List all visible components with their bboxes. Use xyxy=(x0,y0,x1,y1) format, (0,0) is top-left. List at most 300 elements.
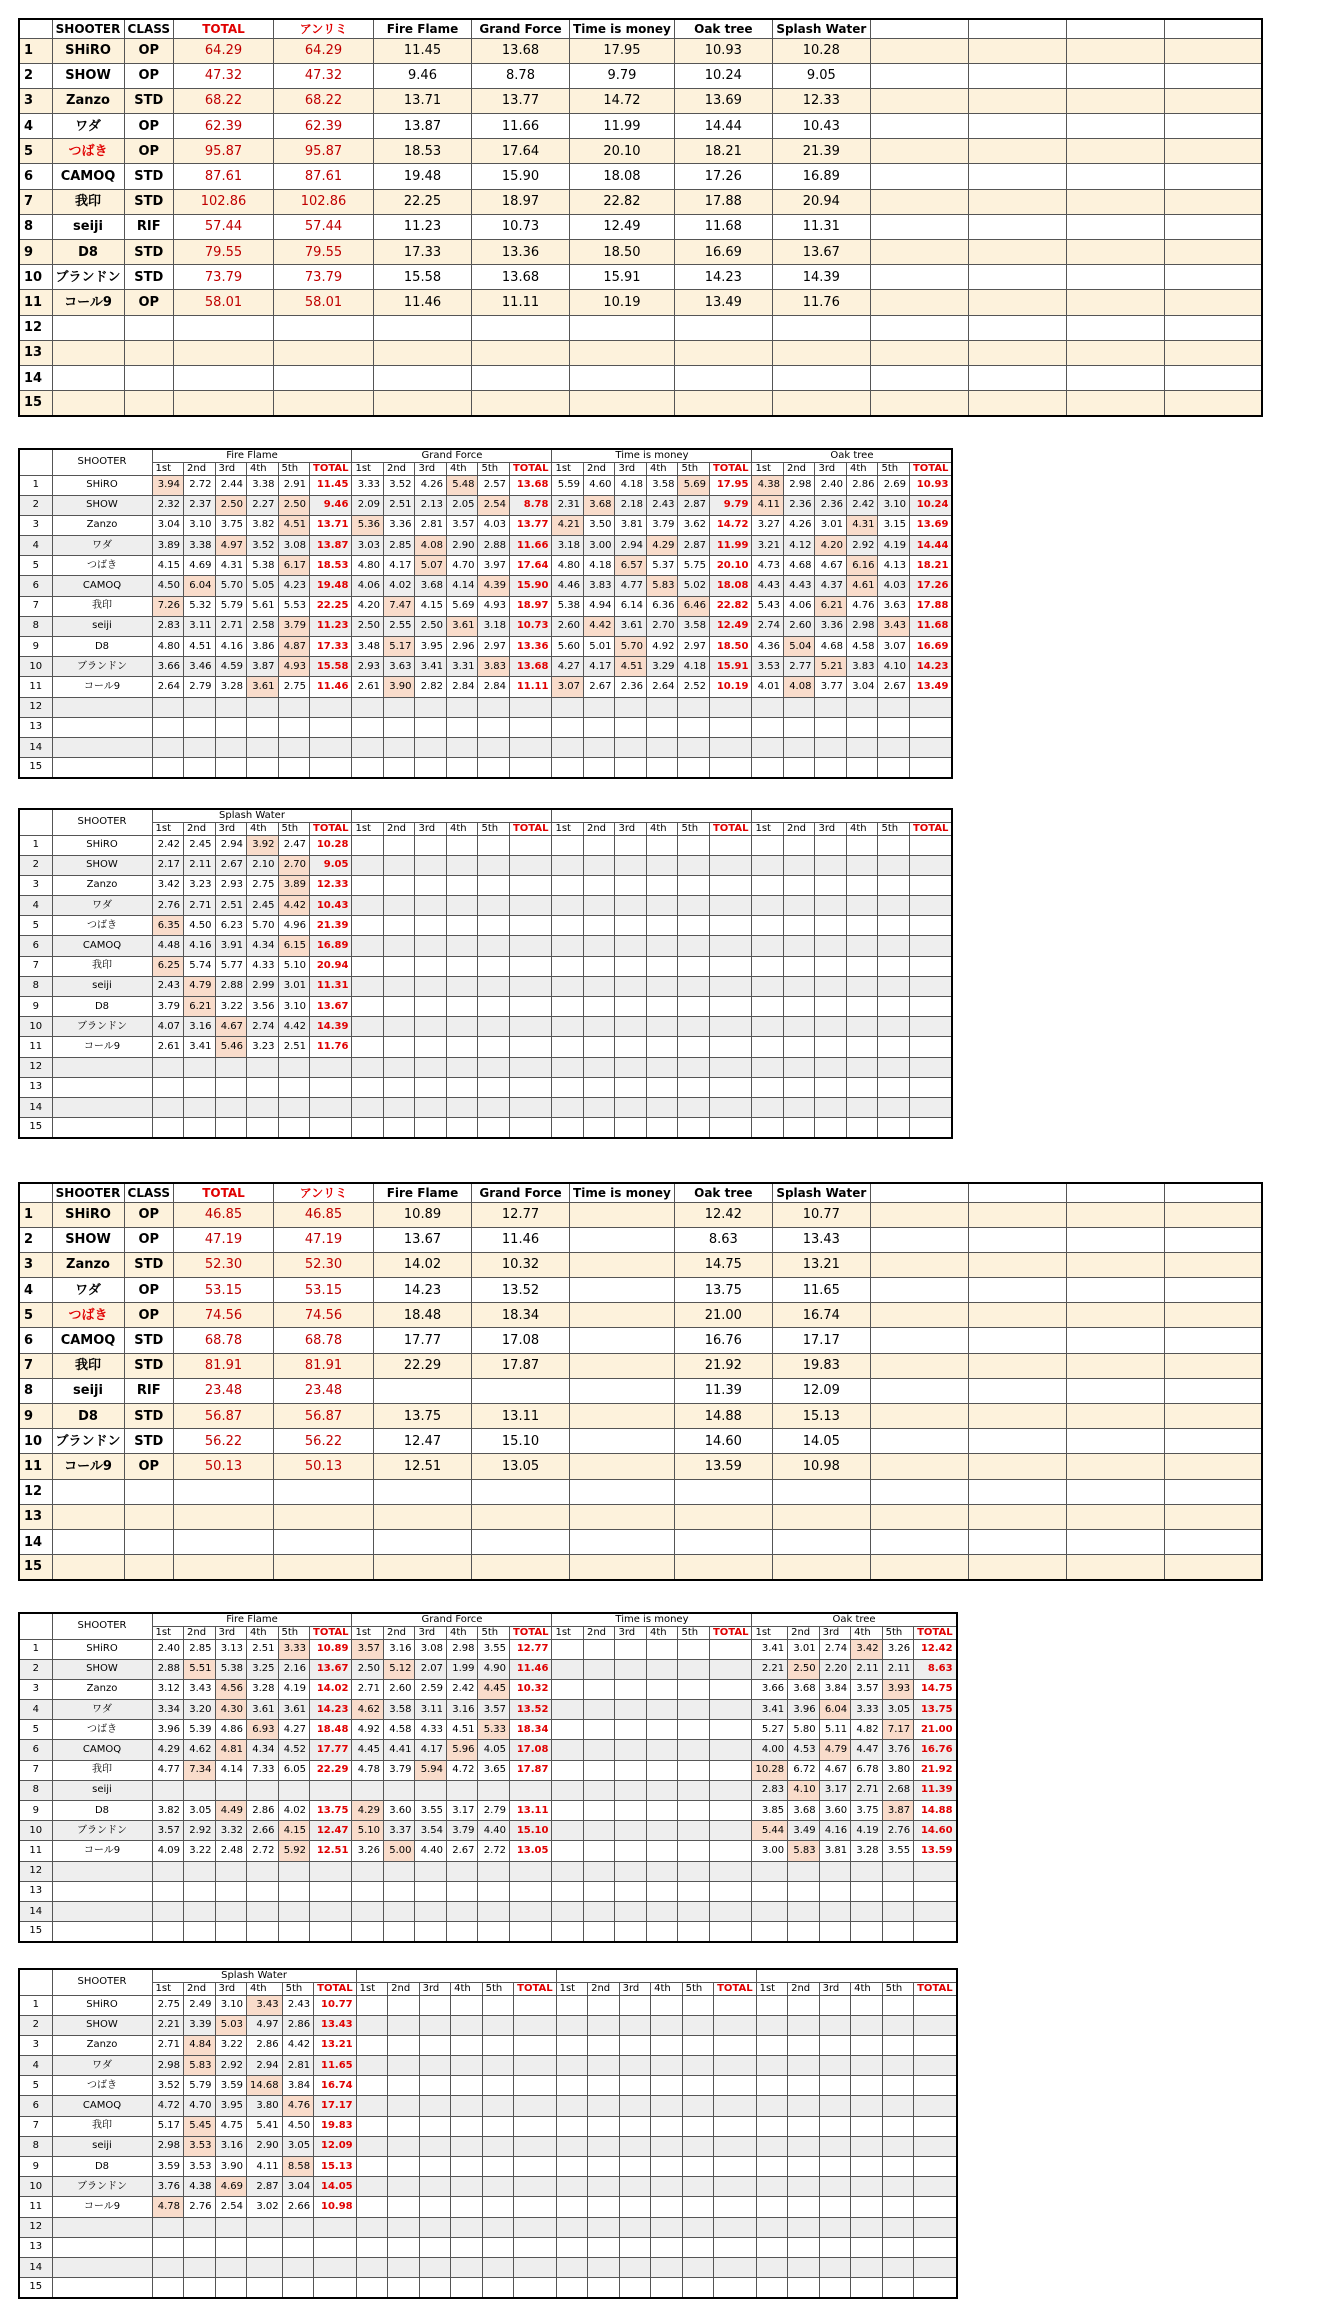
stage-total: 12.09 xyxy=(314,2136,356,2156)
run-time xyxy=(278,737,310,757)
stage-total xyxy=(514,2157,556,2177)
stage-total: 17.26 xyxy=(909,576,952,596)
run-time: 2.71 xyxy=(215,616,247,636)
run-time xyxy=(851,2056,883,2076)
table-row xyxy=(19,697,952,717)
run-time xyxy=(783,916,815,936)
run-time xyxy=(615,875,647,895)
run-time xyxy=(878,875,910,895)
detail-table xyxy=(18,1612,958,1943)
run-time: 3.68 xyxy=(788,1679,820,1699)
stage-total xyxy=(514,2015,556,2035)
shooter-name: 我印 xyxy=(52,189,124,214)
run-time: 3.65 xyxy=(478,1760,510,1780)
run-time xyxy=(556,2278,588,2298)
run-time: 2.72 xyxy=(478,1841,510,1861)
stage-total xyxy=(709,875,751,895)
run-time xyxy=(756,2237,788,2257)
run-time xyxy=(788,2278,820,2298)
run-time xyxy=(752,1077,784,1097)
run-time xyxy=(152,758,184,778)
stage-total: 14.44 xyxy=(909,536,952,556)
run-time: 4.67 xyxy=(815,556,847,576)
run-time xyxy=(878,1077,910,1097)
run-time xyxy=(478,997,510,1017)
run-time xyxy=(682,2157,714,2177)
run-time xyxy=(282,2217,314,2237)
row-number: 3 xyxy=(19,2035,52,2055)
stage-time: 11.45 xyxy=(374,38,472,63)
run-time xyxy=(247,2257,283,2277)
stage-total xyxy=(509,1901,551,1921)
run-time: 2.64 xyxy=(646,677,678,697)
stage-time xyxy=(772,1479,870,1504)
run-time: 2.50 xyxy=(215,495,247,515)
empty-cell xyxy=(870,315,968,340)
table-row xyxy=(19,391,1262,416)
run-time xyxy=(646,956,678,976)
run-time xyxy=(615,717,647,737)
run-time xyxy=(583,1780,615,1800)
run-time xyxy=(615,1639,647,1659)
run-time xyxy=(552,835,584,855)
run-time xyxy=(446,956,478,976)
stage-total xyxy=(709,1700,751,1720)
run-time: 5.39 xyxy=(184,1720,216,1740)
run-time xyxy=(583,976,615,996)
stage-total: 14.02 xyxy=(310,1679,352,1699)
run-time: 4.61 xyxy=(846,576,878,596)
run-time: 4.92 xyxy=(352,1720,384,1740)
run-time xyxy=(451,2278,483,2298)
header-empty xyxy=(870,1183,968,1202)
run-time: 6.21 xyxy=(184,997,216,1017)
run-time xyxy=(583,697,615,717)
run-time xyxy=(184,1097,216,1117)
run-time xyxy=(678,1901,710,1921)
run-time xyxy=(583,1037,615,1057)
run-header: 1st xyxy=(552,822,584,835)
run-time: 5.11 xyxy=(819,1720,851,1740)
run-time: 2.60 xyxy=(552,616,584,636)
run-time xyxy=(646,1861,678,1881)
run-header: 1st xyxy=(356,1982,388,1995)
table-row xyxy=(19,997,952,1017)
run-time xyxy=(819,2237,851,2257)
stage-time: 17.08 xyxy=(472,1328,570,1353)
stage-total xyxy=(909,1118,952,1138)
run-total-header: TOTAL xyxy=(314,1982,356,1995)
run-time xyxy=(446,855,478,875)
run-time: 5.92 xyxy=(278,1841,310,1861)
run-time: 4.56 xyxy=(215,1679,247,1699)
run-time xyxy=(552,1679,584,1699)
row-number: 5 xyxy=(19,916,52,936)
shooter-name: 我印 xyxy=(52,596,152,616)
run-header: 2nd xyxy=(184,822,216,835)
run-time: 4.10 xyxy=(878,657,910,677)
run-time: 4.97 xyxy=(247,2015,283,2035)
row-number: 8 xyxy=(19,976,52,996)
run-time: 2.86 xyxy=(282,2015,314,2035)
run-time xyxy=(878,956,910,976)
stage-name xyxy=(552,809,752,822)
run-time xyxy=(215,697,247,717)
header-total: TOTAL xyxy=(174,19,274,38)
stage-total xyxy=(709,1097,751,1117)
run-time xyxy=(152,1057,184,1077)
empty-cell xyxy=(968,1227,1066,1252)
stage-time xyxy=(472,391,570,416)
stage-total: 11.31 xyxy=(310,976,352,996)
stage-total xyxy=(909,717,952,737)
stage-total: 18.48 xyxy=(310,1720,352,1740)
stage-total: 14.60 xyxy=(914,1821,957,1841)
run-time: 2.76 xyxy=(152,896,184,916)
run-time xyxy=(615,737,647,757)
run-time: 3.63 xyxy=(383,657,415,677)
shooter-name: ワダ xyxy=(52,536,152,556)
table-row xyxy=(19,1922,957,1942)
run-header: 1st xyxy=(552,462,584,475)
table-row xyxy=(19,1404,1262,1429)
run-time: 5.00 xyxy=(383,1841,415,1861)
shooter-name xyxy=(52,340,124,365)
empty-cell xyxy=(1164,265,1262,290)
run-time: 4.45 xyxy=(478,1679,510,1699)
run-time: 5.79 xyxy=(215,596,247,616)
run-total-header: TOTAL xyxy=(909,462,952,475)
run-time xyxy=(482,2278,514,2298)
run-time xyxy=(619,2015,651,2035)
run-time xyxy=(482,2076,514,2096)
run-time xyxy=(678,1740,710,1760)
stage-time xyxy=(674,340,772,365)
shooter-name xyxy=(52,2237,152,2257)
run-time: 7.26 xyxy=(152,596,184,616)
run-time xyxy=(815,1077,847,1097)
run-time xyxy=(646,1659,678,1679)
stage-time: 11.68 xyxy=(674,214,772,239)
shooter-class: OP xyxy=(124,1454,174,1479)
empty-cell xyxy=(968,1529,1066,1554)
stage-total: 12.33 xyxy=(310,875,352,895)
run-time: 2.92 xyxy=(215,2056,247,2076)
header-no xyxy=(19,1613,52,1639)
run-time xyxy=(583,997,615,1017)
stage-time: 14.23 xyxy=(674,265,772,290)
stage-total: 10.19 xyxy=(709,677,751,697)
stage-total xyxy=(509,1057,551,1077)
run-time xyxy=(846,936,878,956)
run-total-header: TOTAL xyxy=(514,1982,556,1995)
run-time xyxy=(615,1760,647,1780)
run-time xyxy=(356,2217,388,2237)
run-time xyxy=(819,2197,851,2217)
run-time: 5.38 xyxy=(215,1659,247,1679)
run-time: 4.23 xyxy=(278,576,310,596)
shooter-name: コール9 xyxy=(52,1841,152,1861)
row-number: 3 xyxy=(19,88,52,113)
stage-total: 15.91 xyxy=(709,657,751,677)
run-time xyxy=(419,2278,451,2298)
run-header: 2nd xyxy=(583,822,615,835)
stage-total: 10.32 xyxy=(509,1679,551,1699)
run-time: 2.67 xyxy=(878,677,910,697)
run-time: 2.93 xyxy=(215,875,247,895)
run-time xyxy=(815,916,847,936)
empty-cell xyxy=(870,1252,968,1277)
empty-cell xyxy=(1164,1328,1262,1353)
run-time xyxy=(184,1861,216,1881)
run-time xyxy=(646,1679,678,1699)
run-time: 3.58 xyxy=(383,1700,415,1720)
run-time xyxy=(152,2257,184,2277)
table-row xyxy=(19,214,1262,239)
run-header: 1st xyxy=(752,822,784,835)
run-time xyxy=(415,956,447,976)
stage-total: 11.46 xyxy=(509,1659,551,1679)
empty-cell xyxy=(968,63,1066,88)
run-time: 2.81 xyxy=(415,515,447,535)
run-time xyxy=(783,855,815,875)
run-time xyxy=(583,1017,615,1037)
run-time: 3.87 xyxy=(247,657,279,677)
row-number: 15 xyxy=(19,2278,52,2298)
stage-time xyxy=(570,340,675,365)
total-value: 58.01 xyxy=(174,290,274,315)
table-row xyxy=(19,576,952,596)
shooter-class xyxy=(124,340,174,365)
table-row xyxy=(19,1821,957,1841)
run-time xyxy=(415,916,447,936)
run-time: 2.68 xyxy=(882,1780,914,1800)
run-time xyxy=(556,2136,588,2156)
run-header: 2nd xyxy=(184,462,216,475)
run-time: 4.80 xyxy=(152,637,184,657)
run-time: 3.08 xyxy=(415,1639,447,1659)
run-time xyxy=(651,2096,683,2116)
run-time xyxy=(556,2157,588,2177)
run-time: 2.83 xyxy=(152,616,184,636)
row-number: 1 xyxy=(19,38,52,63)
run-time: 3.79 xyxy=(278,616,310,636)
row-number: 6 xyxy=(19,1328,52,1353)
run-time: 3.95 xyxy=(415,637,447,657)
run-time: 4.58 xyxy=(846,637,878,657)
stage-name xyxy=(556,1969,756,1982)
shooter-name: ブランドン xyxy=(52,2177,152,2197)
run-time: 2.74 xyxy=(247,1017,279,1037)
shooter-name: SHOW xyxy=(52,1659,152,1679)
stage-total: 13.05 xyxy=(509,1841,551,1861)
stage-total xyxy=(714,2015,756,2035)
table-row xyxy=(19,1760,957,1780)
run-time xyxy=(278,1118,310,1138)
shooter-name xyxy=(52,2278,152,2298)
run-time xyxy=(651,2237,683,2257)
stage-total: 10.77 xyxy=(314,1995,356,2015)
header-empty xyxy=(1164,19,1262,38)
run-time xyxy=(583,936,615,956)
run-time xyxy=(851,2076,883,2096)
stage-time: 10.98 xyxy=(772,1454,870,1479)
empty-cell xyxy=(968,1252,1066,1277)
table-row xyxy=(19,1017,952,1037)
run-time xyxy=(383,697,415,717)
run-time: 7.47 xyxy=(383,596,415,616)
stage-total xyxy=(909,835,952,855)
shooter-class: STD xyxy=(124,1353,174,1378)
run-time: 3.48 xyxy=(352,637,384,657)
run-header: 4th xyxy=(247,462,279,475)
run-time xyxy=(583,916,615,936)
run-time: 2.81 xyxy=(282,2056,314,2076)
run-time: 5.33 xyxy=(478,1720,510,1740)
run-header: 4th xyxy=(446,822,478,835)
run-time xyxy=(446,1077,478,1097)
run-time xyxy=(478,896,510,916)
table-row xyxy=(19,916,952,936)
shooter-class xyxy=(124,1529,174,1554)
run-time xyxy=(383,1861,415,1881)
table-row xyxy=(19,290,1262,315)
stage-total xyxy=(314,2278,356,2298)
run-time: 7.17 xyxy=(882,1720,914,1740)
run-time xyxy=(446,697,478,717)
stage-total xyxy=(709,1821,751,1841)
stage-total xyxy=(909,976,952,996)
stage-total: 13.68 xyxy=(509,475,551,495)
run-time xyxy=(646,875,678,895)
table-row xyxy=(19,717,952,737)
run-time: 2.52 xyxy=(678,677,710,697)
run-header: 5th xyxy=(882,1626,914,1639)
run-time xyxy=(646,1740,678,1760)
stage-total: 21.92 xyxy=(914,1760,957,1780)
row-number: 12 xyxy=(19,697,52,717)
run-time: 4.75 xyxy=(215,2116,247,2136)
run-time xyxy=(619,2096,651,2116)
run-time: 2.79 xyxy=(478,1801,510,1821)
table-row xyxy=(19,2035,957,2055)
run-time xyxy=(383,1881,415,1901)
run-time: 3.55 xyxy=(415,1801,447,1821)
run-time: 2.10 xyxy=(247,855,279,875)
run-time xyxy=(756,2177,788,2197)
run-time xyxy=(851,2217,883,2237)
row-number: 4 xyxy=(19,536,52,556)
run-time xyxy=(882,2056,914,2076)
stage-total xyxy=(714,2278,756,2298)
empty-cell xyxy=(870,1504,968,1529)
empty-cell xyxy=(1164,1454,1262,1479)
stage-total xyxy=(909,1057,952,1077)
shooter-class xyxy=(124,1504,174,1529)
run-time xyxy=(783,717,815,737)
shooter-name xyxy=(52,1555,124,1580)
run-time xyxy=(278,1922,310,1942)
run-header: 5th xyxy=(478,462,510,475)
table-row xyxy=(19,189,1262,214)
run-time: 4.33 xyxy=(415,1720,447,1740)
stage-time: 12.33 xyxy=(772,88,870,113)
table-row xyxy=(19,475,952,495)
run-time: 3.61 xyxy=(446,616,478,636)
run-time xyxy=(451,2237,483,2257)
run-time: 5.36 xyxy=(352,515,384,535)
row-number: 11 xyxy=(19,677,52,697)
run-time xyxy=(819,2076,851,2096)
run-time xyxy=(788,1922,820,1942)
run-time: 2.11 xyxy=(882,1659,914,1679)
run-time xyxy=(482,2237,514,2257)
run-time xyxy=(352,916,384,936)
run-time: 3.39 xyxy=(184,2015,216,2035)
stage-total xyxy=(514,2177,556,2197)
run-time xyxy=(552,1639,584,1659)
run-time: 4.78 xyxy=(352,1760,384,1780)
stage-time: 17.88 xyxy=(674,189,772,214)
run-time xyxy=(756,2035,788,2055)
run-time: 4.67 xyxy=(819,1760,851,1780)
run-time xyxy=(478,1861,510,1881)
run-time xyxy=(552,875,584,895)
table-row xyxy=(19,1555,1262,1580)
run-time xyxy=(851,1995,883,2015)
run-time xyxy=(646,835,678,855)
stage-time: 10.93 xyxy=(674,38,772,63)
empty-cell xyxy=(1164,1227,1262,1252)
stage-total xyxy=(914,2136,957,2156)
run-time xyxy=(756,2257,788,2277)
row-number: 5 xyxy=(19,556,52,576)
run-time xyxy=(819,2217,851,2237)
stage-time: 11.39 xyxy=(674,1378,772,1403)
run-time xyxy=(552,936,584,956)
stage-total xyxy=(709,956,751,976)
detail-table-2b xyxy=(18,1968,958,2299)
run-time: 6.15 xyxy=(278,936,310,956)
run-header: 2nd xyxy=(383,822,415,835)
run-time xyxy=(756,2076,788,2096)
stage-total xyxy=(509,936,551,956)
run-time: 4.90 xyxy=(478,1659,510,1679)
run-time: 2.76 xyxy=(184,2197,216,2217)
stage-time: 16.69 xyxy=(674,240,772,265)
stage-total xyxy=(509,717,551,737)
run-time xyxy=(846,737,878,757)
run-time: 2.94 xyxy=(247,2056,283,2076)
run-time xyxy=(646,997,678,1017)
header-stage: Splash Water xyxy=(772,1183,870,1202)
run-time xyxy=(478,916,510,936)
stage-time xyxy=(674,391,772,416)
run-time xyxy=(388,2076,420,2096)
run-total-header: TOTAL xyxy=(509,822,551,835)
run-time: 3.77 xyxy=(815,677,847,697)
run-header: 2nd xyxy=(788,1626,820,1639)
run-time xyxy=(419,2096,451,2116)
run-time: 4.40 xyxy=(415,1841,447,1861)
run-time xyxy=(482,1995,514,2015)
empty-cell xyxy=(968,164,1066,189)
run-time xyxy=(646,1639,678,1659)
run-time xyxy=(646,976,678,996)
run-time xyxy=(583,1057,615,1077)
run-time: 2.42 xyxy=(152,835,184,855)
run-time xyxy=(552,1821,584,1841)
